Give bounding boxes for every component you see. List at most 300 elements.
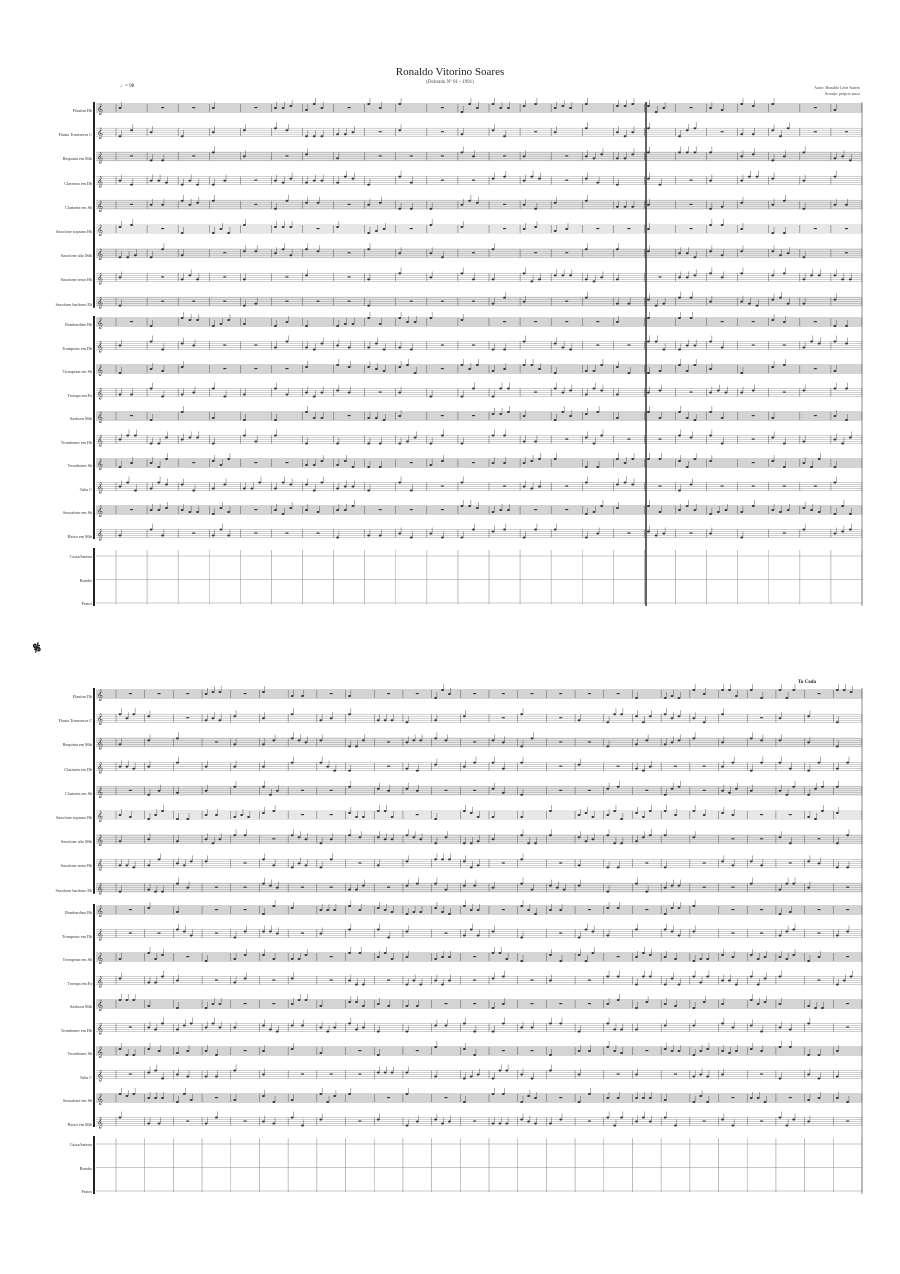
instrument-label: Trompetas em Sb	[62, 369, 92, 374]
note-head	[693, 345, 696, 347]
note-head	[441, 689, 444, 691]
note-head	[212, 842, 215, 844]
clef-icon: 𝄞	[97, 318, 103, 329]
note-head	[807, 1074, 810, 1076]
instrument-label: Tuba C	[79, 1074, 92, 1080]
note-head	[606, 1097, 609, 1099]
note-head	[196, 437, 199, 439]
note-head	[785, 931, 788, 933]
note-head	[693, 256, 696, 258]
note-head	[305, 999, 308, 1001]
rest-mark	[441, 509, 444, 510]
instrument-label: Bumbo	[79, 1165, 92, 1171]
clef-icon: 𝄞	[97, 529, 103, 541]
note-head	[492, 511, 495, 513]
note-head	[319, 1027, 322, 1029]
note-head	[523, 462, 526, 464]
rest-mark	[789, 814, 792, 815]
note-head	[620, 818, 623, 820]
note-head	[387, 1005, 390, 1007]
note-head	[227, 511, 230, 513]
note-head	[355, 984, 358, 986]
note-head	[771, 299, 774, 301]
note-head	[355, 889, 358, 891]
note-head	[836, 1050, 839, 1052]
clef-icon: 𝄞	[97, 341, 103, 353]
note-head	[554, 529, 557, 531]
note-head	[699, 1074, 702, 1076]
note-head	[606, 1003, 609, 1005]
note-head	[606, 976, 609, 978]
note-head	[274, 252, 277, 254]
note-head	[502, 768, 505, 770]
note-head	[585, 248, 588, 250]
note-head	[243, 250, 246, 252]
rest-mark	[534, 392, 537, 393]
note-head	[693, 127, 696, 129]
note-head	[305, 838, 308, 840]
note-head	[503, 135, 506, 137]
note-head	[298, 836, 301, 838]
note-head	[463, 1023, 466, 1025]
note-head	[647, 250, 650, 252]
note-head	[740, 155, 743, 157]
note-head	[499, 107, 502, 109]
note-head	[470, 929, 473, 931]
note-head	[818, 274, 821, 276]
note-head	[686, 370, 689, 372]
note-head	[181, 278, 184, 280]
note-head	[348, 1023, 351, 1025]
note-head	[150, 462, 153, 464]
note-head	[771, 232, 774, 234]
note-head	[305, 109, 308, 111]
note-head	[527, 1121, 530, 1123]
note-head	[728, 689, 731, 691]
rest-mark	[846, 887, 849, 888]
note-head	[678, 984, 681, 986]
rest-mark	[441, 107, 444, 108]
note-head	[664, 1003, 667, 1005]
note-head	[721, 347, 724, 349]
note-head	[534, 441, 537, 443]
note-head	[502, 1093, 505, 1095]
note-head	[836, 768, 839, 770]
note-head	[617, 786, 620, 788]
note-head	[620, 713, 623, 715]
note-head	[336, 443, 339, 445]
note-head	[527, 1095, 530, 1097]
note-head	[154, 1097, 157, 1099]
rest-mark	[473, 1003, 476, 1004]
note-head	[476, 107, 479, 109]
note-head	[845, 419, 848, 421]
note-head	[274, 180, 277, 182]
note-head	[507, 107, 510, 109]
note-head	[282, 248, 285, 250]
note-head	[834, 388, 837, 390]
note-head	[721, 109, 724, 111]
note-head	[834, 439, 837, 441]
note-head	[807, 816, 810, 818]
note-head	[492, 103, 495, 105]
note-head	[326, 1031, 329, 1033]
clef-icon: 𝄞	[97, 1000, 103, 1011]
note-head	[336, 345, 339, 347]
note-head	[503, 462, 506, 464]
rest-mark	[330, 887, 333, 888]
note-head	[276, 933, 279, 935]
rest-mark	[387, 741, 390, 742]
note-head	[731, 864, 734, 866]
note-head	[789, 1029, 792, 1031]
note-head	[406, 721, 409, 723]
note-head	[520, 1027, 523, 1029]
note-head	[647, 411, 650, 413]
note-head	[617, 1097, 620, 1099]
note-head	[132, 999, 135, 1001]
note-head	[492, 435, 495, 437]
rest-mark	[783, 345, 786, 346]
clef-icon: 𝄞	[97, 176, 103, 188]
rest-mark	[348, 204, 351, 205]
note-head	[320, 482, 323, 484]
note-head	[289, 226, 292, 228]
note-head	[538, 178, 541, 180]
note-head	[554, 388, 557, 390]
note-head	[709, 460, 712, 462]
rest-mark	[244, 887, 247, 888]
note-head	[789, 768, 792, 770]
note-head	[147, 889, 150, 891]
rest-mark	[617, 956, 620, 957]
note-head	[154, 958, 157, 960]
note-head	[352, 466, 355, 468]
note-head	[410, 537, 413, 539]
note-head	[585, 370, 588, 372]
note-head	[330, 717, 333, 719]
note-head	[836, 721, 839, 723]
note-head	[212, 107, 215, 109]
note-head	[406, 1072, 409, 1074]
note-head	[678, 490, 681, 492]
note-head	[740, 372, 743, 374]
instrument-label: Pratos	[81, 601, 92, 606]
note-head	[367, 443, 370, 445]
note-head	[305, 741, 308, 743]
note-head	[499, 509, 502, 511]
note-head	[398, 347, 401, 349]
note-head	[760, 864, 763, 866]
note-head	[212, 151, 215, 153]
note-head	[181, 184, 184, 186]
note-head	[125, 1054, 128, 1056]
note-head	[649, 715, 652, 717]
note-head	[647, 151, 650, 153]
clef-icon: 𝄞	[97, 976, 103, 988]
note-head	[750, 883, 753, 885]
note-head	[441, 460, 444, 462]
rest-mark	[330, 790, 333, 791]
note-head	[212, 1003, 215, 1005]
note-head	[779, 935, 782, 937]
note-head	[757, 1097, 760, 1099]
note-head	[362, 885, 365, 887]
note-head	[807, 715, 810, 717]
note-head	[406, 364, 409, 366]
note-head	[756, 176, 759, 178]
note-head	[291, 1117, 294, 1119]
note-head	[119, 814, 122, 816]
note-head	[706, 1048, 709, 1050]
note-head	[461, 319, 464, 321]
rest-mark	[731, 933, 734, 934]
rest-mark	[658, 486, 661, 487]
note-head	[262, 717, 265, 719]
note-head	[783, 155, 786, 157]
rest-mark	[441, 180, 444, 181]
rest-mark	[444, 933, 447, 934]
note-head	[333, 1027, 336, 1029]
note-head	[834, 109, 837, 111]
note-head	[499, 413, 502, 415]
note-head	[569, 415, 572, 417]
note-head	[313, 396, 316, 398]
note-head	[600, 364, 603, 366]
rest-mark	[846, 909, 849, 910]
note-head	[205, 693, 208, 695]
note-head	[274, 226, 277, 228]
note-head	[846, 834, 849, 836]
note-head	[463, 1101, 466, 1103]
note-head	[585, 278, 588, 280]
note-head	[807, 960, 810, 962]
note-head	[492, 531, 495, 533]
note-head	[233, 958, 236, 960]
note-head	[233, 982, 236, 984]
note-head	[348, 834, 351, 836]
rest-mark	[130, 155, 133, 156]
note-head	[125, 1095, 128, 1097]
note-head	[821, 786, 824, 788]
note-head	[709, 411, 712, 413]
rest-mark	[215, 933, 218, 934]
clef-icon: 𝄞	[97, 506, 103, 517]
note-head	[841, 278, 844, 280]
note-head	[176, 980, 179, 982]
rest-mark	[186, 1121, 189, 1122]
rest-mark	[674, 766, 677, 767]
note-head	[709, 180, 712, 182]
note-head	[631, 153, 634, 155]
note-head	[181, 484, 184, 486]
rest-mark	[760, 909, 763, 910]
note-head	[291, 737, 294, 739]
instrument-label: Clarineta em Sb	[65, 790, 92, 796]
note-head	[802, 151, 805, 153]
note-head	[635, 929, 638, 931]
note-head	[492, 462, 495, 464]
rest-mark	[130, 204, 133, 205]
note-head	[709, 301, 712, 303]
rest-mark	[254, 368, 257, 369]
note-head	[181, 509, 184, 511]
rest-mark	[588, 693, 591, 694]
note-head	[317, 202, 320, 204]
note-head	[818, 458, 821, 460]
note-head	[779, 739, 782, 741]
rest-mark	[502, 862, 505, 863]
note-head	[752, 105, 755, 107]
note-head	[190, 1023, 193, 1025]
note-head	[757, 984, 760, 986]
note-head	[147, 1097, 150, 1099]
note-head	[276, 790, 279, 792]
rest-mark	[559, 693, 562, 694]
note-head	[845, 325, 848, 327]
rest-mark	[441, 486, 444, 487]
note-head	[703, 814, 706, 816]
note-head	[585, 840, 588, 842]
note-head	[731, 1125, 734, 1127]
clef-icon: 𝄞	[97, 883, 103, 895]
note-head	[549, 885, 552, 887]
note-head	[593, 370, 596, 372]
rest-mark	[690, 392, 693, 393]
note-head	[593, 511, 596, 513]
note-head	[523, 486, 526, 488]
note-head	[779, 762, 782, 764]
note-head	[157, 466, 160, 468]
note-head	[196, 184, 199, 186]
note-head	[412, 739, 415, 741]
note-head	[498, 1070, 501, 1072]
note-head	[406, 956, 409, 958]
note-head	[692, 960, 695, 962]
note-head	[752, 505, 755, 507]
note-head	[379, 202, 382, 204]
note-head	[410, 208, 413, 210]
note-head	[132, 1093, 135, 1095]
rest-mark	[534, 321, 537, 322]
note-head	[721, 790, 724, 792]
note-head	[227, 535, 230, 537]
note-head	[391, 838, 394, 840]
note-head	[678, 509, 681, 511]
note-head	[520, 1074, 523, 1076]
note-head	[352, 323, 355, 325]
rest-mark	[703, 766, 706, 767]
rest-mark	[783, 533, 786, 534]
note-head	[492, 129, 495, 131]
note-head	[305, 509, 308, 511]
note-head	[692, 931, 695, 933]
note-head	[779, 913, 782, 915]
note-head	[470, 909, 473, 911]
note-head	[147, 715, 150, 717]
rest-mark	[789, 1097, 792, 1098]
rest-mark	[410, 301, 413, 302]
note-head	[348, 695, 351, 697]
note-head	[441, 435, 444, 437]
rest-mark	[559, 862, 562, 863]
note-head	[534, 529, 537, 531]
note-head	[642, 1097, 645, 1099]
note-head	[406, 441, 409, 443]
clef-icon: 𝄞	[97, 1023, 103, 1035]
note-head	[492, 816, 495, 818]
rest-mark	[285, 533, 288, 534]
note-head	[176, 1029, 179, 1031]
note-head	[750, 1048, 753, 1050]
note-head	[119, 276, 122, 278]
note-head	[233, 715, 236, 717]
note-head	[188, 204, 191, 206]
note-head	[647, 127, 650, 129]
note-head	[406, 860, 409, 862]
instrument-label: Saxofone tenor Bb	[60, 277, 92, 283]
note-head	[664, 866, 667, 868]
note-head	[274, 347, 277, 349]
note-head	[233, 786, 236, 788]
note-head	[554, 202, 557, 204]
note-head	[818, 862, 821, 864]
note-head	[336, 488, 339, 490]
note-head	[699, 1095, 702, 1097]
note-head	[262, 883, 265, 885]
note-head	[473, 1031, 476, 1033]
note-head	[272, 864, 275, 866]
note-head	[706, 958, 709, 960]
note-head	[578, 1031, 581, 1033]
note-head	[391, 958, 394, 960]
note-head	[384, 838, 387, 840]
rest-mark	[645, 909, 648, 910]
note-head	[333, 770, 336, 772]
note-head	[176, 762, 179, 764]
note-head	[527, 909, 530, 911]
rest-mark	[285, 368, 288, 369]
note-head	[367, 366, 370, 368]
note-head	[502, 1023, 505, 1025]
note-head	[375, 230, 378, 232]
note-head	[692, 717, 695, 719]
note-head	[523, 155, 526, 157]
note-head	[434, 697, 437, 699]
note-head	[787, 509, 790, 511]
note-head	[821, 810, 824, 812]
note-head	[262, 954, 265, 956]
note-head	[750, 689, 753, 691]
note-head	[205, 1076, 208, 1078]
note-head	[218, 1003, 221, 1005]
note-head	[272, 1123, 275, 1125]
rest-mark	[814, 321, 817, 322]
note-head	[158, 1050, 161, 1052]
note-head	[503, 349, 506, 351]
note-head	[344, 486, 347, 488]
clef-icon: 𝄞	[97, 953, 103, 964]
note-head	[678, 411, 681, 413]
rest-mark	[358, 1121, 361, 1122]
note-head	[367, 535, 370, 537]
note-head	[461, 396, 464, 398]
note-head	[664, 956, 667, 958]
note-head	[220, 507, 223, 509]
rest-mark	[503, 321, 506, 322]
note-head	[212, 1023, 215, 1025]
note-head	[212, 443, 215, 445]
